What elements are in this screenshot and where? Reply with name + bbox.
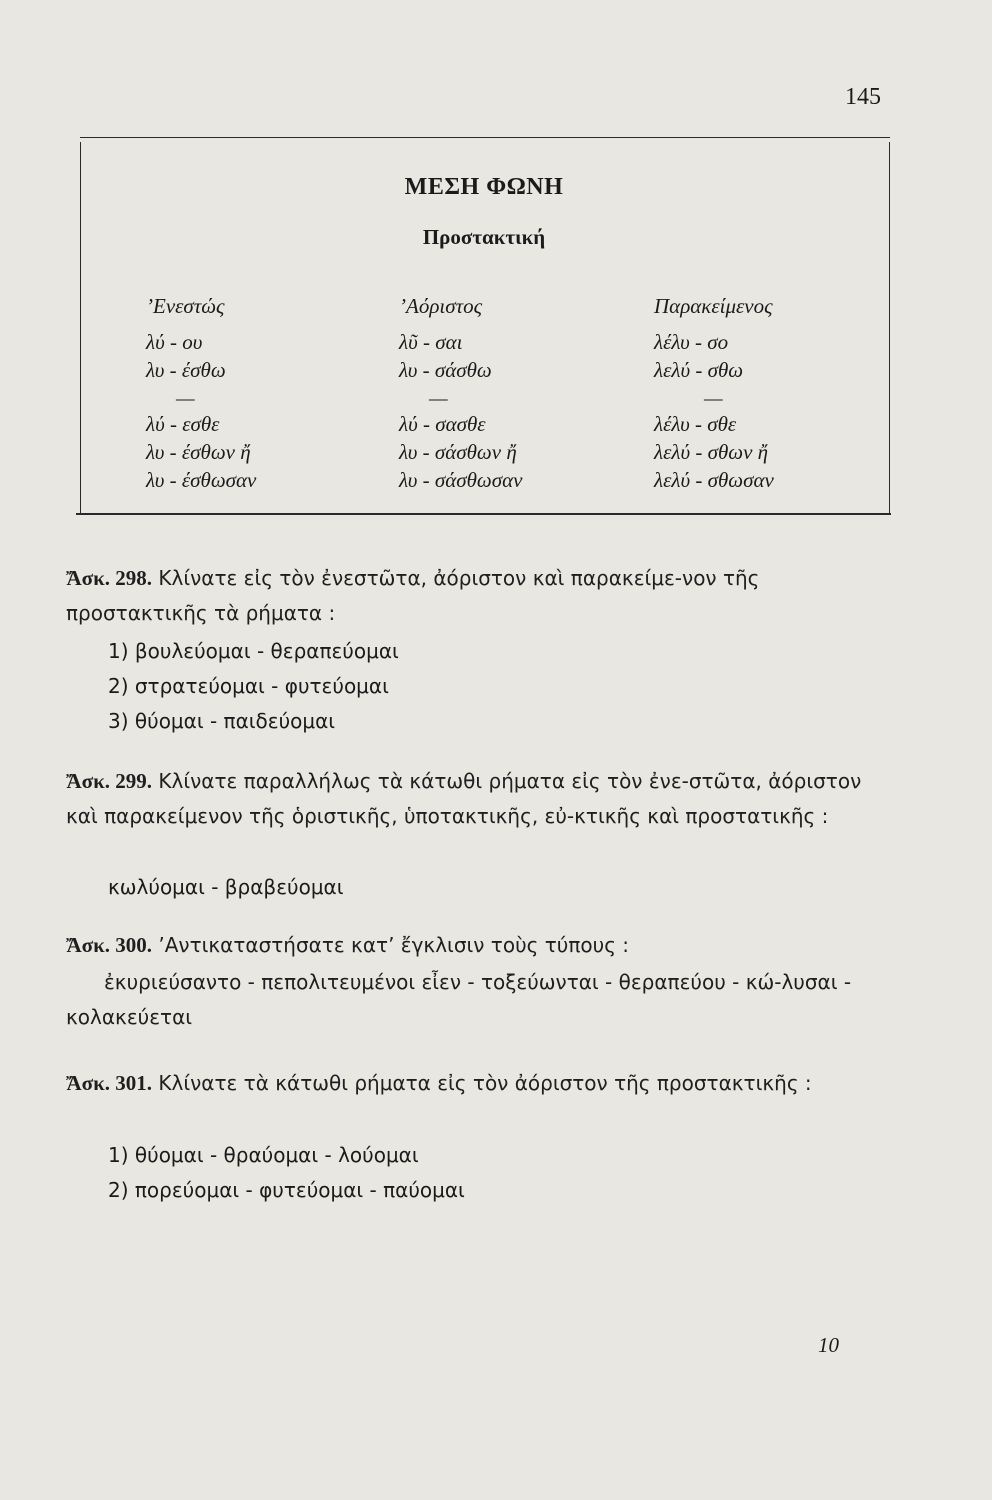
form-cell: λυ - έσθω xyxy=(146,358,226,382)
form-cell: λῦ - σαι xyxy=(399,330,463,354)
exercise-item: 2) πορεύομαι - φυτεύομαι - παύομαι xyxy=(108,1178,465,1202)
exercise-instruction: Κλίνατε παραλλήλως τὰ κάτωθι ρήματα εἰς τὸν ἐνε-στῶτα, ἀόριστον καὶ παρακείμενον τῆς ὁριστικῆς, ὑποτακτικῆς, εὐ-κτικῆς καὶ προστατικῆς : xyxy=(66,769,862,828)
exercise-item: 1) θύομαι - θραύομαι - λούομαι xyxy=(108,1143,419,1167)
table-rule-bottom xyxy=(76,513,891,515)
dash-separator: — xyxy=(429,386,448,410)
exercise-item: 2) στρατεύομαι - φυτεύομαι xyxy=(108,674,389,698)
column-header: Παρακείμενος xyxy=(654,294,773,318)
exercise-299 xyxy=(66,764,876,834)
exercise-item: 1) βουλεύομαι - θεραπεύομαι xyxy=(108,639,399,663)
column-header: ’Αόριστος xyxy=(399,294,483,318)
form-cell: λελύ - σθω xyxy=(654,358,744,382)
form-cell: λέλυ - σο xyxy=(654,330,729,354)
column-header: ’Ενεστώς xyxy=(146,294,225,318)
exercise-label: Ἄσκ. 301. xyxy=(66,1071,153,1095)
exercise-301 xyxy=(66,1066,876,1101)
form-cell: λελύ - σθωσαν xyxy=(654,468,774,492)
signature-mark: 10 xyxy=(818,1333,839,1357)
dash-separator: — xyxy=(176,386,195,410)
form-cell: λυ - έσθωσαν xyxy=(146,468,257,492)
exercise-label: Ἄσκ. 299. xyxy=(66,769,153,793)
form-cell: λυ - έσθων ἤ xyxy=(146,440,251,464)
form-cell: λύ - σασθε xyxy=(399,412,486,436)
column-present xyxy=(146,292,256,494)
form-cell: λύ - εσθε xyxy=(146,412,220,436)
exercise-instruction: Κλίνατε τὰ κάτωθι ρήματα εἰς τὸν ἀόριστον τῆς προστακτικῆς : xyxy=(158,1071,812,1095)
column-aorist xyxy=(399,292,522,494)
exercise-item: 3) θύομαι - παιδεύομαι xyxy=(108,709,336,733)
exercise-item: ἐκυριεύσαντο - πεπολιτευμένοι εἶεν - τοξεύωνται - θεραπεύου - κώ-λυσαι - κολακεύεται xyxy=(66,970,852,1029)
table-subtitle: Προστακτική xyxy=(422,225,546,249)
table-title: ΜΕΣΗ ΦΩΝΗ xyxy=(404,174,564,200)
dash-separator: — xyxy=(704,386,723,410)
form-cell: λυ - σάσθω xyxy=(399,358,492,382)
exercise-298 xyxy=(66,561,876,631)
exercise-300 xyxy=(66,928,876,963)
page-number: 145 xyxy=(845,84,881,110)
column-perfect xyxy=(654,292,774,494)
form-cell: λυ - σάσθων ἤ xyxy=(399,440,517,464)
form-cell: λελύ - σθων ἤ xyxy=(654,440,769,464)
form-cell: λύ - ου xyxy=(146,330,203,354)
form-cell: λέλυ - σθε xyxy=(654,412,737,436)
exercise-item: κωλύομαι - βραβεύομαι xyxy=(108,875,344,899)
table-rule-top xyxy=(80,137,890,138)
exercise-label: Ἄσκ. 300. xyxy=(66,933,153,957)
exercise-instruction: ’Αντικαταστήσατε κατ’ ἔγκλισιν τοὺς τύπους : xyxy=(158,933,630,957)
form-cell: λυ - σάσθωσαν xyxy=(399,468,523,492)
exercise-label: Ἄσκ. 298. xyxy=(66,566,153,590)
exercise-instruction: Κλίνατε εἰς τὸν ἐνεστῶτα, ἀόριστον καὶ παρακείμε-νον τῆς προστακτικῆς τὰ ρήματα : xyxy=(66,566,760,625)
